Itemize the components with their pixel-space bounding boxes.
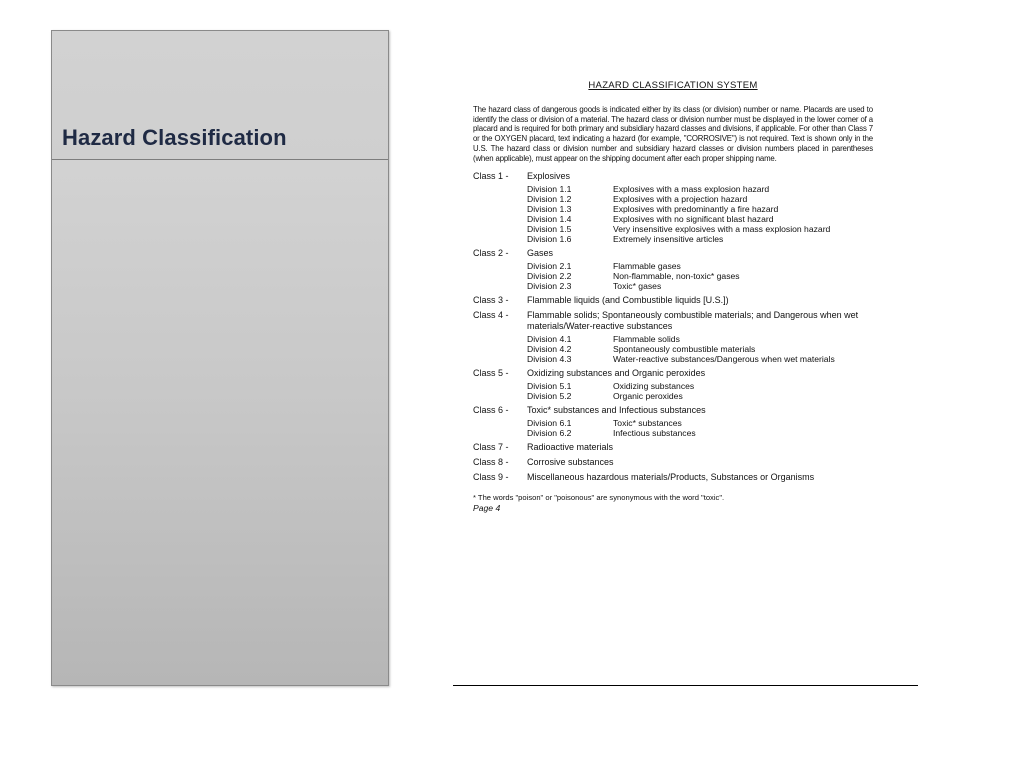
division-row [527, 261, 873, 271]
division-description: Organic peroxides [613, 391, 683, 402]
hazard-class [473, 295, 873, 306]
division-description: Oxidizing substances [613, 381, 695, 392]
class-row [473, 442, 873, 453]
division-number: Division 1.4 [527, 214, 572, 225]
division-list [527, 261, 873, 291]
division-number: Division 1.1 [527, 184, 572, 195]
division-description: Flammable solids [613, 334, 680, 345]
division-number: Division 1.5 [527, 224, 572, 235]
division-number: Division 4.2 [527, 344, 572, 355]
page-number: Page 4 [473, 503, 501, 514]
division-row [527, 234, 873, 244]
division-row [527, 428, 873, 438]
document-footnote: * The words "poison" or "poisonous" are synonymous with the word "toxic". [473, 493, 725, 503]
class-name: Oxidizing substances and Organic peroxides [527, 368, 706, 379]
class-label: Class 3 - [473, 295, 509, 306]
document-heading: HAZARD CLASSIFICATION SYSTEM [588, 80, 758, 91]
division-list [527, 418, 873, 438]
hazard-class [473, 171, 873, 244]
class-label: Class 4 - [473, 310, 509, 321]
division-number: Division 1.2 [527, 194, 572, 205]
hazard-class [473, 405, 873, 438]
division-row [527, 194, 873, 204]
division-description: Water-reactive substances/Dangerous when wet materials [613, 354, 835, 365]
bottom-rule [453, 685, 918, 686]
class-label: Class 8 - [473, 457, 509, 468]
hazard-class [473, 368, 873, 401]
division-row [527, 344, 873, 354]
division-row [527, 334, 873, 344]
class-row [473, 405, 873, 416]
division-list [527, 381, 873, 401]
division-row [527, 418, 873, 428]
class-name: Toxic* substances and Infectious substances [527, 405, 706, 416]
division-number: Division 5.1 [527, 381, 572, 392]
division-number: Division 4.1 [527, 334, 572, 345]
class-name: Radioactive materials [527, 442, 614, 453]
division-number: Division 1.3 [527, 204, 572, 215]
title-band [52, 31, 388, 160]
class-label: Class 9 - [473, 472, 509, 483]
division-number: Division 4.3 [527, 354, 572, 365]
division-description: Explosives with predominantly a fire hazard [613, 204, 779, 215]
division-description: Explosives with a mass explosion hazard [613, 184, 770, 195]
class-label: Class 1 - [473, 171, 509, 182]
class-row [473, 472, 873, 483]
division-number: Division 5.2 [527, 391, 572, 402]
hazard-class-list [473, 171, 873, 483]
division-number: Division 2.2 [527, 271, 572, 282]
division-row [527, 281, 873, 291]
division-number: Division 6.2 [527, 428, 572, 439]
division-number: Division 2.3 [527, 281, 572, 292]
class-label: Class 7 - [473, 442, 509, 453]
division-row [527, 224, 873, 234]
division-row [527, 391, 873, 401]
division-description: Very insensitive explosives with a mass explosion hazard [613, 224, 831, 235]
hazard-class [473, 472, 873, 483]
division-description: Toxic* substances [613, 418, 682, 429]
division-number: Division 6.1 [527, 418, 572, 429]
class-label: Class 2 - [473, 248, 509, 259]
division-description: Infectious substances [613, 428, 696, 439]
division-description: Extremely insensitive articles [613, 234, 724, 245]
hazard-class [473, 457, 873, 468]
class-row [473, 368, 873, 379]
division-description: Explosives with no significant blast hazard [613, 214, 774, 225]
class-row [473, 295, 873, 306]
class-name: Miscellaneous hazardous materials/Products, Substances or Organisms [527, 472, 815, 483]
division-description: Flammable gases [613, 261, 681, 272]
division-description: Explosives with a projection hazard [613, 194, 748, 205]
class-name: Gases [527, 248, 554, 259]
division-row [527, 271, 873, 281]
division-row [527, 184, 873, 194]
document-intro: The hazard class of dangerous goods is indicated either by its class (or division) number or name. Placards are used to identify the class or division of a material. The hazard class or division number must be displayed in the lower corner of a placard and is required for both primary and subsidiary hazard classes and divisions, if applicable. For other than Class 7 or the OXYGEN placard, text indicating a hazard (for example, "CORROSIVE") is not required. Text is shown only in the U.S. The hazard class or division number and subsidiary hazard classes or division numbers placed in parentheses (when applicable), must appear on the shipping document after each proper shipping name. [473, 105, 873, 163]
slide-title: Hazard Classification [62, 125, 287, 150]
hazard-class [473, 248, 873, 291]
class-row [473, 248, 873, 259]
division-description: Non-flammable, non-toxic* gases [613, 271, 740, 282]
class-name: Corrosive substances [527, 457, 614, 468]
division-list [527, 334, 873, 364]
division-number: Division 2.1 [527, 261, 572, 272]
division-row [527, 204, 873, 214]
class-name: Flammable liquids (and Combustible liquids [U.S.]) [527, 295, 729, 306]
division-description: Toxic* gases [613, 281, 662, 292]
division-row [527, 354, 873, 364]
hazard-class [473, 310, 873, 364]
class-label: Class 5 - [473, 368, 509, 379]
division-row [527, 381, 873, 391]
class-name: Explosives [527, 171, 571, 182]
hazard-class [473, 442, 873, 453]
class-label: Class 6 - [473, 405, 509, 416]
division-row [527, 214, 873, 224]
division-list [527, 184, 873, 244]
class-row [473, 310, 873, 332]
class-name: Flammable solids; Spontaneously combustible materials; and Dangerous when wet materials/Water-reactive substances [527, 310, 859, 332]
document-page [473, 80, 873, 514]
slide-title-panel [51, 30, 389, 686]
class-row [473, 171, 873, 182]
class-row [473, 457, 873, 468]
division-description: Spontaneously combustible materials [613, 344, 756, 355]
division-number: Division 1.6 [527, 234, 572, 245]
